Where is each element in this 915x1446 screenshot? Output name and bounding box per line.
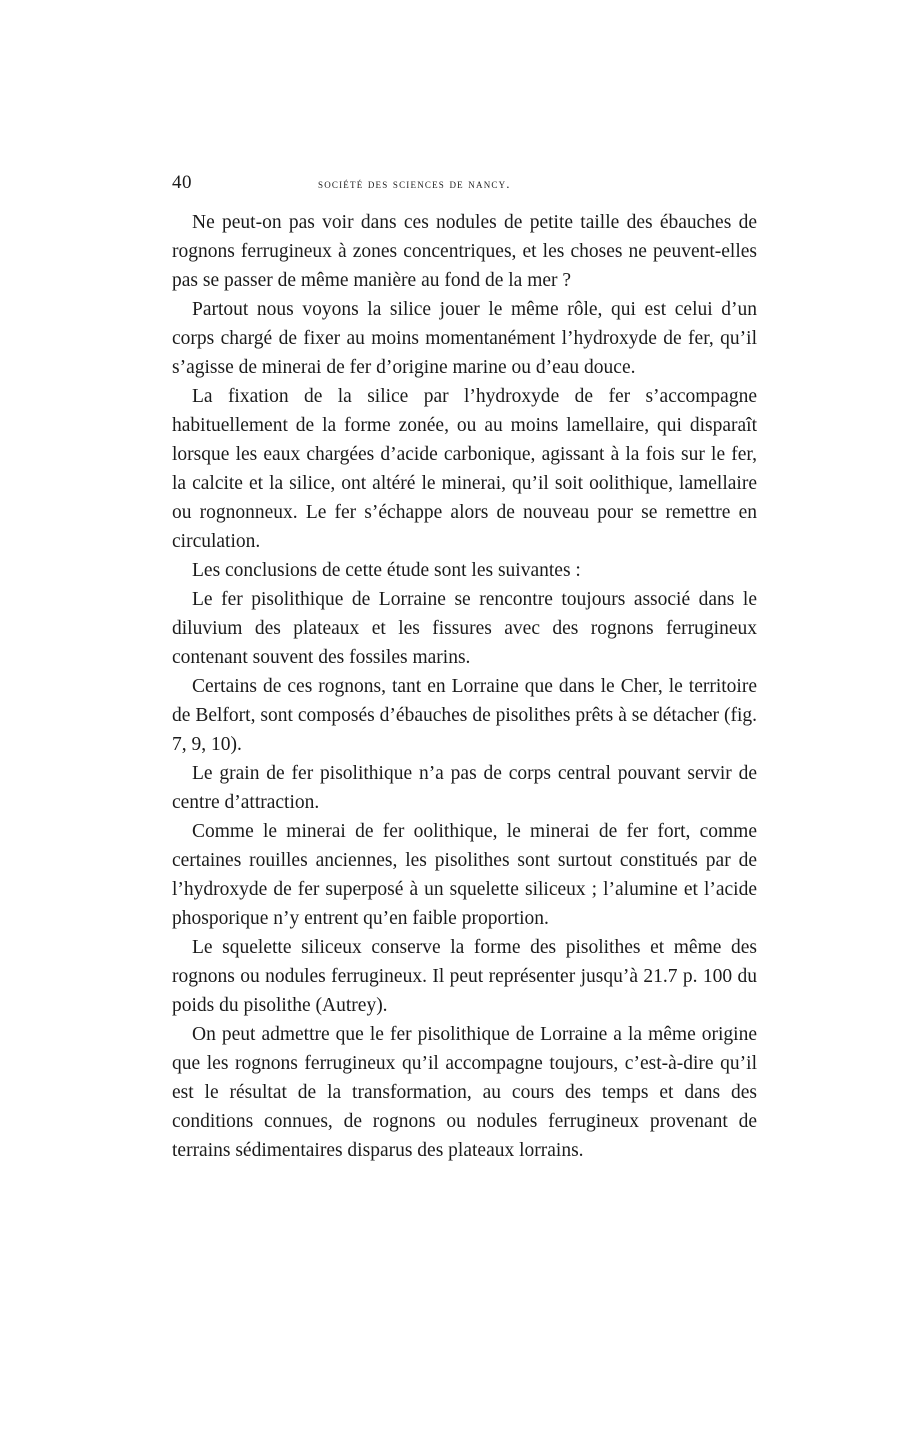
- paragraph: La fixation de la silice par l’hydroxyde de fer s’accompagne habituellement de la forme zonée, ou au moins lamellaire, qui disparaît lorsque les eaux chargées d’acide carbonique, agissant à la fois sur le fer, la calcite et la silice, ont altéré le minerai, qu’il soit oolithique, lamellaire ou rognonneux. Le fer s’échappe alors de nouveau pour se remettre en circulation.: [172, 386, 757, 552]
- paragraph: Comme le minerai de fer oolithique, le minerai de fer fort, comme certaines rouilles anciennes, les pisolithes sont surtout constitués par de l’hydroxyde de fer superposé à un squelette siliceux ; l’alumine et l’acide phosporique n’y entrent qu’en faible proportion.: [172, 821, 757, 929]
- paragraph: Ne peut-on pas voir dans ces nodules de petite taille des ébauches de rognons ferrugineux à zones concentriques, et les choses ne peuvent-elles pas se passer de même manière au fond de la mer ?: [172, 212, 757, 291]
- paragraph: Le grain de fer pisolithique n’a pas de corps central pouvant servir de centre d’attraction.: [172, 763, 757, 813]
- paragraph: Le fer pisolithique de Lorraine se rencontre toujours associé dans le diluvium des plateaux et les fissures avec des rognons ferrugineux contenant souvent des fossiles marins.: [172, 589, 757, 668]
- running-head: société des sciences de nancy.: [318, 176, 511, 191]
- paragraph: Les conclusions de cette étude sont les suivantes :: [192, 560, 581, 581]
- paragraph: Le squelette siliceux conserve la forme des pisolithes et même des rognons ou nodules ferrugineux. Il peut représenter jusqu’à 21.7 p. 100 du poids du pisolithe (Autrey).: [172, 937, 757, 1016]
- paragraph: Partout nous voyons la silice jouer le même rôle, qui est celui d’un corps chargé de fixer au moins momentanément l’hydroxyde de fer, qu’il s’agisse de minerai de fer d’origine marine ou d’eau douce.: [172, 299, 757, 378]
- page-header: [172, 172, 757, 198]
- paragraph: On peut admettre que le fer pisolithique de Lorraine a la même origine que les rognons ferrugineux qu’il accompagne toujours, c’est-à-dire qu’il est le résultat de la transformation, au cours des temps et dans des conditions connues, de rognons ou nodules ferrugineux provenant de terrains sédimentaires disparus des plateaux lorrains.: [172, 1024, 757, 1161]
- page-number: 40: [172, 172, 192, 193]
- body-text: [172, 208, 757, 1165]
- paragraph: Certains de ces rognons, tant en Lorraine que dans le Cher, le territoire de Belfort, sont composés d’ébauches de pisolithes prêts à se détacher (fig. 7, 9, 10).: [172, 676, 757, 755]
